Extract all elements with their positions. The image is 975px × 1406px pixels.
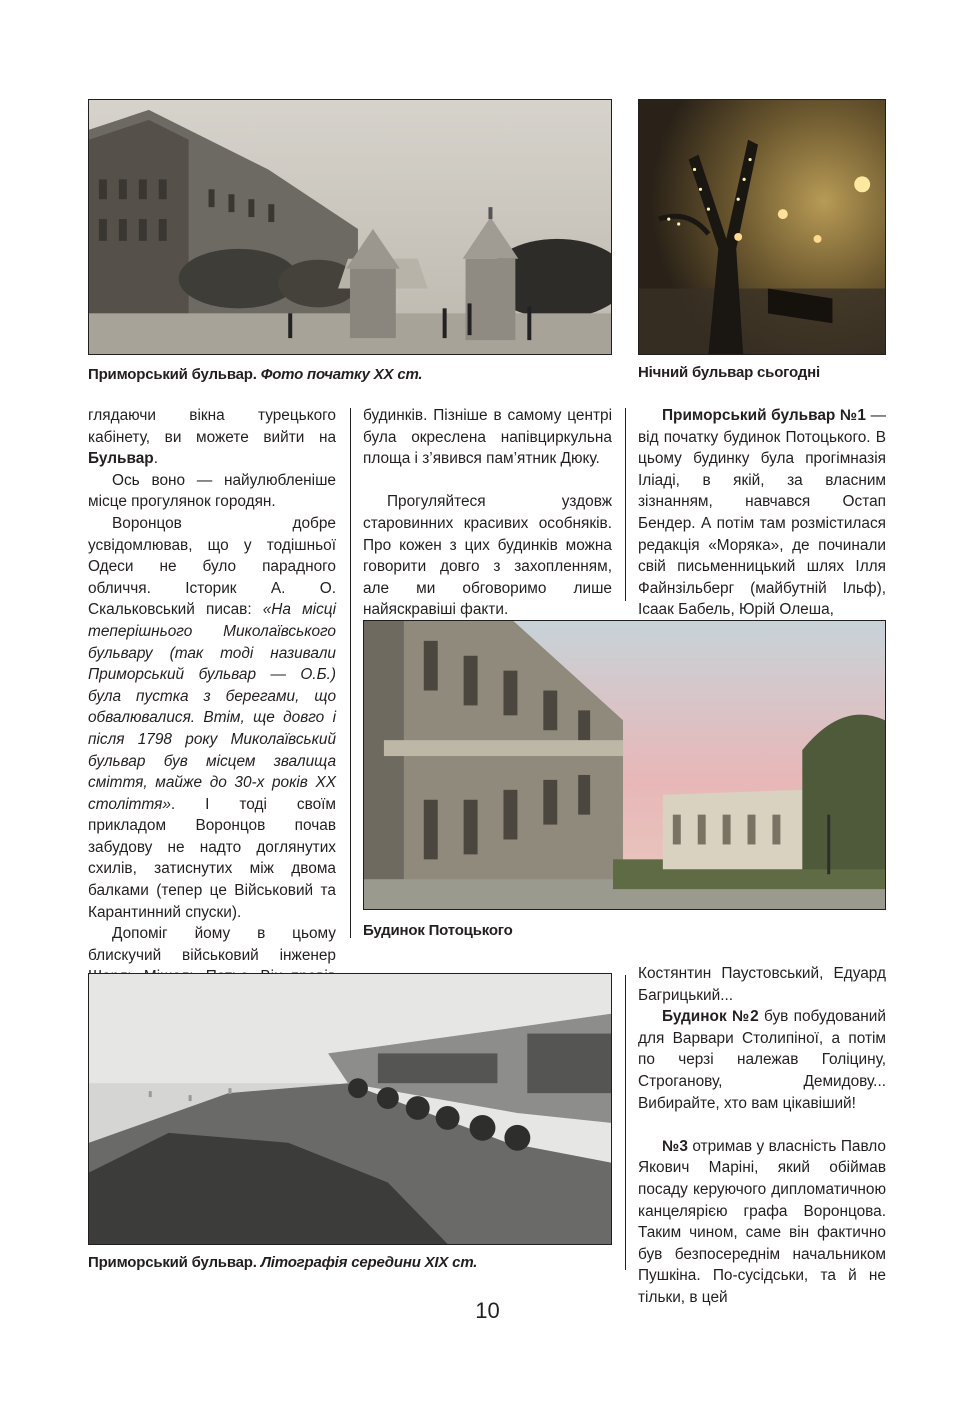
caption-lithograph: Приморський бульвар. Літографія середини XIX ст. (88, 1254, 478, 1271)
column-2: будинків. Пізніше в самому центрі була окреслена напівциркульна площа і з’явився пам’ятник Дюку. Прогуляйтеся уздовж старовинних красивих особняків. Про кожен з цих будинків можна говорити довго з захопленням, але ми обговоримо лише найяскравіші факти. (363, 407, 612, 619)
caption-boulevard-early: Приморський бульвар. Фото початку XX ст. (88, 366, 423, 383)
caption-potocki-house: Будинок Потоцького (363, 922, 513, 939)
photo-lithograph (88, 973, 612, 1245)
photo-boulevard-early (88, 99, 612, 355)
photo-potocki-house (363, 620, 886, 910)
caption-night-boulevard: Нічний бульвар сьогодні (638, 364, 820, 381)
column-divider-right (625, 408, 626, 601)
column-3-top: Приморський бульвар №1 — від початку будинок Потоцького. В цьому будинку була прогімназія Іліаді, в якій, за власним зізнанням, навчався Остап Бендер. А потім там розмістилася редакція «Моряка», де починали свій письменницький шлях Ілля Файнзільберг (майбутній Ільф), Ісаак Бабель, Юрій Олеша, (638, 407, 886, 619)
column-1: глядаючи вікна турецького кабінету, ви можете вийти на Бульвар. Ось воно — найулюбленіше місце прогулянок городян. Воронцов добре усвідомлював, що у тодішньої Одеси не було парадного обличчя. Історик А. О. Скальковський писав: «На місці теперішнього Миколаївського бульвару (так тоді називали Приморський бульвар — О.Б.) була пустка з берегами, що обвалювалися. Втім, ще довго і після 1798 року Миколаївський бульвар був місцем звалища сміття, майже до 30-х років XX століття». І тоді своїм прикладом Воронцов почав забудову не надто доглянутих схилів, затиснутих між двома балками (тепер це Військовий та Карантинний спуски). Допоміг йому в цьому блискучий військовий інженер (88, 407, 336, 964)
column-divider-left (350, 408, 351, 938)
column-divider-bottom (625, 975, 626, 1270)
photo-night-boulevard (638, 99, 886, 355)
page-number: 10 (475, 1298, 500, 1323)
column-3-bottom: Костянтин Паустовський, Едуард Багрицький... Будинок №2 був побудований для Варвари Столипіної, а потім по черзі належав Голіцину, Строганову, Демидову... Вибирайте, хто вам цікавіший! №3 отримав у власність Павло Якович Маріні, який обіймав посаду керуючого дипломатичною канцелярією графа Воронцова. Таким чином, саме він фактично був безпосереднім начальником Пушкіна. По-сусідськи, та й не тільки, в цей (638, 965, 886, 1306)
